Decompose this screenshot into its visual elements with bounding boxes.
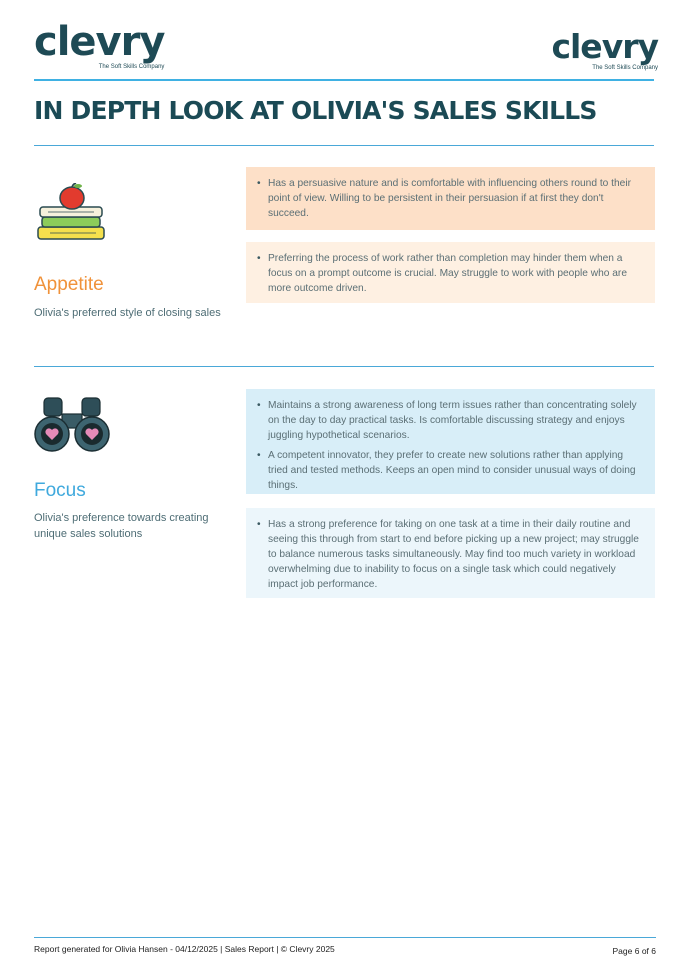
focus-card-1 — [246, 389, 655, 494]
section-subtitle-appetite: Olivia's preferred style of closing sales — [34, 307, 221, 319]
page-title: IN DEPTH LOOK AT OLIVIA'S SALES SKILLS — [34, 96, 597, 125]
logo-tagline: The Soft Skills Company — [592, 65, 658, 71]
footer-page-number: Page 6 of 6 — [612, 946, 656, 956]
list-item: • Has a persuasive nature and is comfortable with influencing others round to their point of view. Willing to be persistent in their persuasion if at first they don't succeed. — [268, 176, 643, 221]
list-item: • Has a strong preference for taking on one task at a time in their daily routine and seeing this through from start to end before picking up a new project; may struggle to balance numerous tasks simultaneously. May find too much variety in workload overwhelming due to inability to focus on a single task which could negatively impact job performance. — [268, 517, 643, 592]
header-rule — [34, 79, 654, 81]
clevry-logo-right — [551, 27, 658, 71]
section-title-focus: Focus — [34, 480, 86, 501]
logo-tagline: The Soft Skills Company — [98, 64, 165, 70]
footer-rule — [34, 937, 656, 938]
apple-on-books-icon — [36, 183, 108, 248]
title-rule — [34, 145, 654, 146]
clevry-logo-left — [34, 19, 165, 70]
list-item: • Preferring the process of work rather than completion may hinder them when a focus on a prompt outcome is crucial. May struggle to work with people who are more outcome driven. — [268, 251, 643, 296]
list-item: • A competent innovator, they prefer to create new solutions rather than applying tried and tested methods. Keeps an open mind to consider unusual ways of doing things. — [268, 448, 643, 493]
footer-report-info: Report generated for Olivia Hansen - 04/12/2025 | Sales Report | © Clevry 2025 — [34, 944, 335, 954]
appetite-card-1 — [246, 167, 655, 230]
logo-wordmark: clevry — [34, 19, 165, 65]
list-item: • Maintains a strong awareness of long term issues rather than concentrating solely on the day to day practical tasks. Is comfortable discussing strategy and enjoys juggling hypothetical scenarios. — [268, 398, 643, 443]
logo-wordmark: clevry — [551, 27, 658, 66]
binoculars-icon — [34, 396, 110, 459]
section-divider — [34, 366, 654, 367]
appetite-card-2 — [246, 242, 655, 303]
focus-card-2 — [246, 508, 655, 598]
section-subtitle-focus: Olivia's preference towards creating unique sales solutions — [34, 512, 209, 540]
section-title-appetite: Appetite — [34, 274, 104, 295]
